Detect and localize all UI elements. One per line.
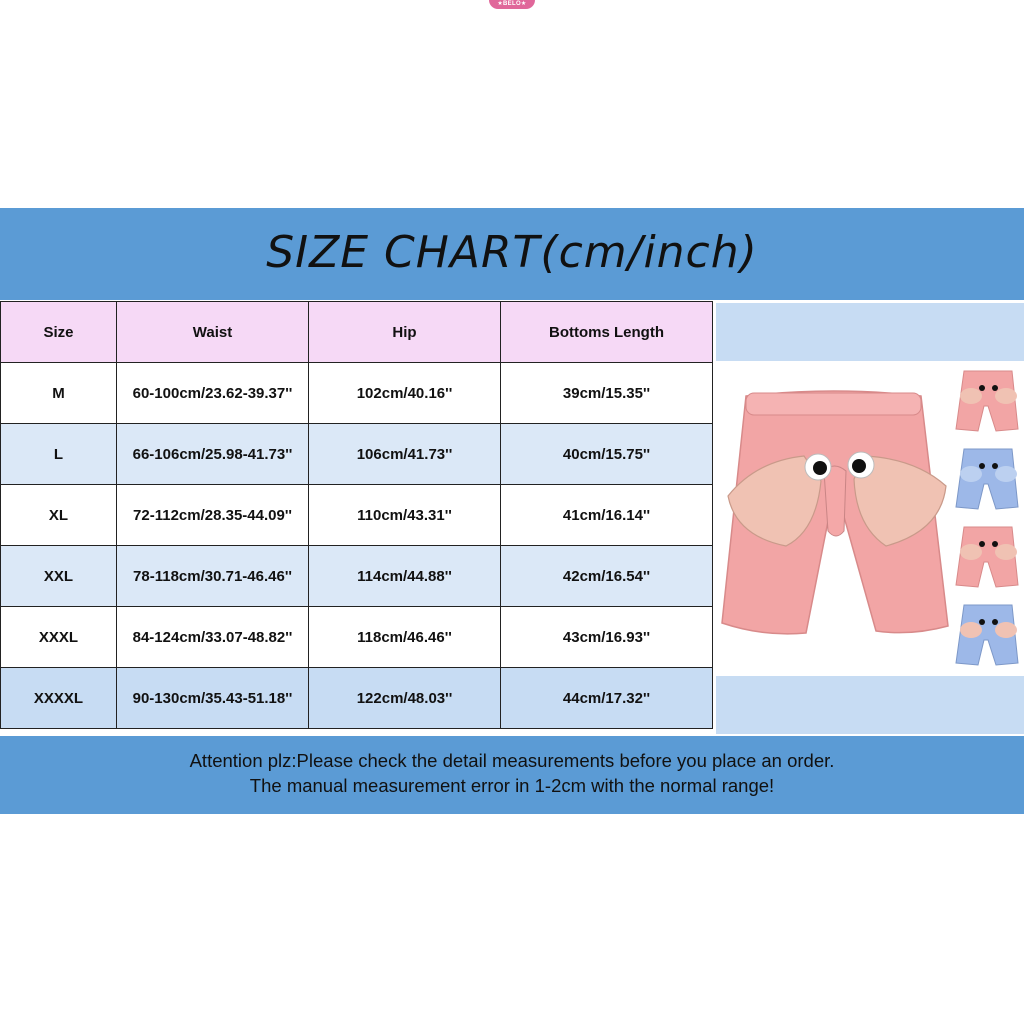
size-cell: XXXXL (1, 668, 117, 729)
side-strip-bottom (716, 676, 1024, 734)
thumbnail-blue-1 (956, 449, 1018, 509)
size-cell: XL (1, 485, 117, 546)
waist-cell: 84-124cm/33.07-48.82'' (117, 607, 309, 668)
table-row (1, 424, 713, 485)
size-cell: XXL (1, 546, 117, 607)
header-bottoms-length: Bottoms Length (501, 302, 713, 363)
hip-cell: 118cm/46.46'' (309, 607, 501, 668)
waist-cell: 66-106cm/25.98-41.73'' (117, 424, 309, 485)
hip-cell: 102cm/40.16'' (309, 363, 501, 424)
side-strip-top (716, 303, 1024, 361)
table-header-row (1, 302, 713, 363)
attention-note (0, 748, 1024, 798)
table-row (1, 668, 713, 729)
hip-cell: 114cm/44.88'' (309, 546, 501, 607)
brand-badge: ★BELO★ (489, 0, 535, 9)
waist-cell: 90-130cm/35.43-51.18'' (117, 668, 309, 729)
size-cell: XXXL (1, 607, 117, 668)
header-waist: Waist (117, 302, 309, 363)
table-row (1, 546, 713, 607)
product-image (716, 361, 1024, 676)
table-row (1, 607, 713, 668)
header-hip: Hip (309, 302, 501, 363)
attention-line-1: Attention plz:Please check the detail measurements before you place an order. (189, 750, 835, 771)
length-cell: 42cm/16.54'' (501, 546, 713, 607)
thumbnail-blue-2 (956, 605, 1018, 665)
length-cell: 43cm/16.93'' (501, 607, 713, 668)
thumbnail-pink-1 (956, 371, 1018, 431)
hip-cell: 110cm/43.31'' (309, 485, 501, 546)
length-cell: 44cm/17.32'' (501, 668, 713, 729)
size-cell: L (1, 424, 117, 485)
length-cell: 40cm/15.75'' (501, 424, 713, 485)
thumbnail-pink-2 (956, 527, 1018, 587)
length-cell: 39cm/15.35'' (501, 363, 713, 424)
elephant-shorts-image (716, 361, 1024, 676)
attention-line-2: The manual measurement error in 1-2cm with the normal range! (249, 775, 775, 796)
length-cell: 41cm/16.14'' (501, 485, 713, 546)
waist-cell: 72-112cm/28.35-44.09'' (117, 485, 309, 546)
page-title: SIZE CHART(cm/inch) (266, 227, 758, 278)
waist-cell: 60-100cm/23.62-39.37'' (117, 363, 309, 424)
table-row (1, 363, 713, 424)
header-size: Size (1, 302, 117, 363)
size-table (0, 301, 713, 729)
waist-cell: 78-118cm/30.71-46.46'' (117, 546, 309, 607)
hip-cell: 122cm/48.03'' (309, 668, 501, 729)
size-cell: M (1, 363, 117, 424)
hip-cell: 106cm/41.73'' (309, 424, 501, 485)
table-row (1, 485, 713, 546)
main-shorts-illustration (722, 391, 948, 634)
